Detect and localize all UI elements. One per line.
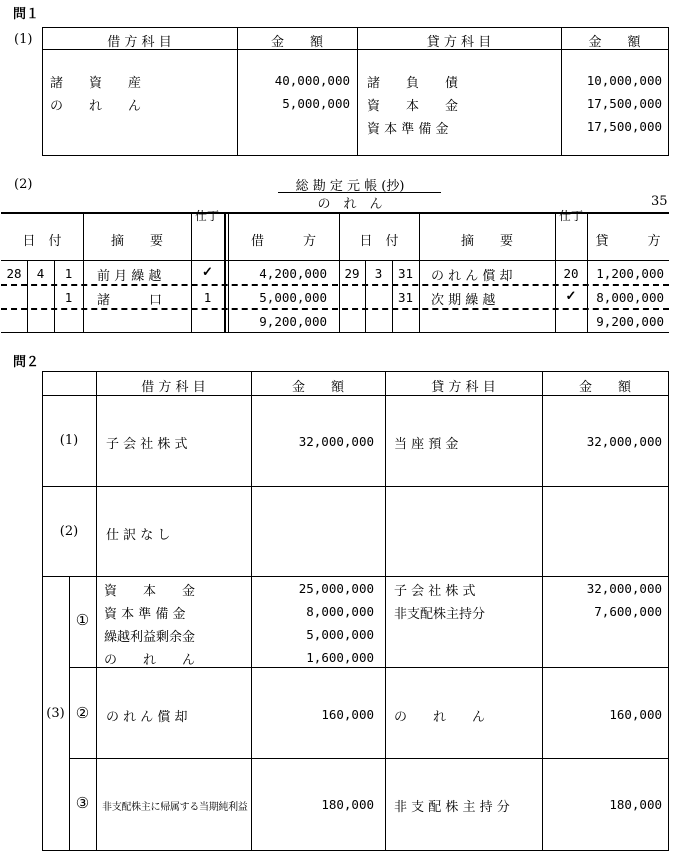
credit-amount: 160,000 xyxy=(609,707,662,722)
credit-account: 資 本 金 xyxy=(367,99,459,114)
credit-account: 当 座 預 金 xyxy=(394,437,459,452)
ledger-day: 1 xyxy=(64,266,73,281)
col-date: 日 付 xyxy=(359,234,399,249)
ledger-day: 1 xyxy=(64,290,73,305)
ledger-year: 28 xyxy=(6,266,22,281)
ledger-debit-total: 9,200,000 xyxy=(259,314,327,329)
credit-amount: 10,000,000 xyxy=(586,73,662,88)
q1-sub-1: (1) xyxy=(14,32,33,47)
ledger-credit: 8,000,000 xyxy=(596,290,664,305)
debit-account: 諸 資 産 xyxy=(50,76,142,91)
ledger-title: 総 勘 定 元 帳 (抄) xyxy=(295,179,405,194)
check-icon: ✓ xyxy=(202,265,213,280)
ledger-page-number: 35 xyxy=(651,194,668,209)
ledger-credit: 1,200,000 xyxy=(596,266,664,281)
ledger-year: 29 xyxy=(344,266,360,281)
subpart-label: ① xyxy=(75,611,90,629)
ledger-account-name: の れ ん xyxy=(317,197,383,212)
ledger-month: 4 xyxy=(36,266,45,281)
credit-amount: 17,500,000 xyxy=(586,96,662,111)
debit-account: の れ ん xyxy=(104,653,196,668)
ledger-memo: 次 期 繰 越 xyxy=(431,293,496,308)
col-ref: 仕丁 xyxy=(194,209,219,223)
ledger-day: 31 xyxy=(397,266,414,281)
debit-amount: 1,600,000 xyxy=(306,650,374,665)
ledger-debit: 4,200,000 xyxy=(259,266,327,281)
debit-account: の れ ん 償 却 xyxy=(106,710,188,725)
header-credit: 貸 方 科 目 xyxy=(431,380,496,395)
header-amount: 金 額 xyxy=(588,35,641,50)
q1-label: 問１ xyxy=(13,7,40,22)
header-debit: 借 方 科 目 xyxy=(141,380,206,395)
header-amount: 金 額 xyxy=(291,380,344,395)
q2-journal-table xyxy=(42,371,669,851)
credit-amount: 7,600,000 xyxy=(594,604,662,619)
debit-amount: 180,000 xyxy=(321,797,374,812)
ledger-ref: 20 xyxy=(563,266,579,281)
debit-amount: 5,000,000 xyxy=(282,96,350,111)
debit-account: 資 本 準 備 金 xyxy=(104,607,186,622)
debit-amount: 25,000,000 xyxy=(298,581,374,596)
header-credit: 貸 方 科 目 xyxy=(426,35,492,50)
q1-journal-table xyxy=(42,27,669,156)
ledger-table xyxy=(1,209,669,334)
ledger-month: 3 xyxy=(374,266,383,281)
debit-amount: 8,000,000 xyxy=(306,604,374,619)
credit-account: 非 支 配 株 主 持 分 xyxy=(394,800,510,815)
q1-sub-2: (2) xyxy=(14,177,33,192)
debit-account: 子 会 社 株 式 xyxy=(106,437,188,452)
ledger-credit-total: 9,200,000 xyxy=(596,314,664,329)
credit-amount: 32,000,000 xyxy=(586,434,662,449)
header-amount: 金 額 xyxy=(578,380,631,395)
subpart-label: ② xyxy=(75,704,90,722)
credit-account: 諸 負 債 xyxy=(367,76,459,91)
ledger-debit: 5,000,000 xyxy=(259,290,327,305)
debit-amount: 160,000 xyxy=(321,707,374,722)
credit-amount: 32,000,000 xyxy=(586,581,662,596)
ledger-ref: 1 xyxy=(203,290,212,305)
ledger-day: 31 xyxy=(397,290,414,305)
debit-amount: 40,000,000 xyxy=(274,73,350,88)
header-amount: 金 額 xyxy=(270,35,323,50)
credit-amount: 180,000 xyxy=(609,797,662,812)
subpart-label: ③ xyxy=(75,794,90,812)
col-memo: 摘 要 xyxy=(460,234,513,249)
credit-account: 資 本 準 備 金 xyxy=(367,122,449,137)
ledger-memo: 前 月 繰 越 xyxy=(97,269,162,284)
debit-account: 非支配株主に帰属する当期純利益 xyxy=(102,802,248,813)
ledger-memo: の れ ん 償 却 xyxy=(431,269,513,284)
col-debit: 借 方 xyxy=(250,234,316,249)
debit-amount: 5,000,000 xyxy=(306,627,374,642)
credit-amount: 17,500,000 xyxy=(586,119,662,134)
part-label: (1) xyxy=(59,433,79,448)
debit-account: 資 本 金 xyxy=(104,584,196,599)
col-date: 日 付 xyxy=(22,234,62,249)
q2-label: 問２ xyxy=(13,355,40,370)
credit-account: 子 会 社 株 式 xyxy=(394,584,476,599)
debit-account: 仕 訳 な し xyxy=(106,528,171,543)
credit-account: の れ ん xyxy=(394,710,486,725)
debit-account: の れ ん xyxy=(50,99,142,114)
col-memo: 摘 要 xyxy=(110,234,163,249)
col-credit: 貸 方 xyxy=(595,234,661,249)
check-icon: ✓ xyxy=(565,289,577,304)
part-label: (2) xyxy=(59,524,79,539)
debit-amount: 32,000,000 xyxy=(298,434,374,449)
debit-account: 繰越利益剰余金 xyxy=(104,630,196,645)
credit-account: 非支配株主持分 xyxy=(394,607,486,622)
ledger-memo: 諸 口 xyxy=(97,293,163,308)
header-debit: 借 方 科 目 xyxy=(107,35,172,50)
col-ref: 仕丁 xyxy=(558,209,583,223)
part-label: (3) xyxy=(46,706,65,721)
